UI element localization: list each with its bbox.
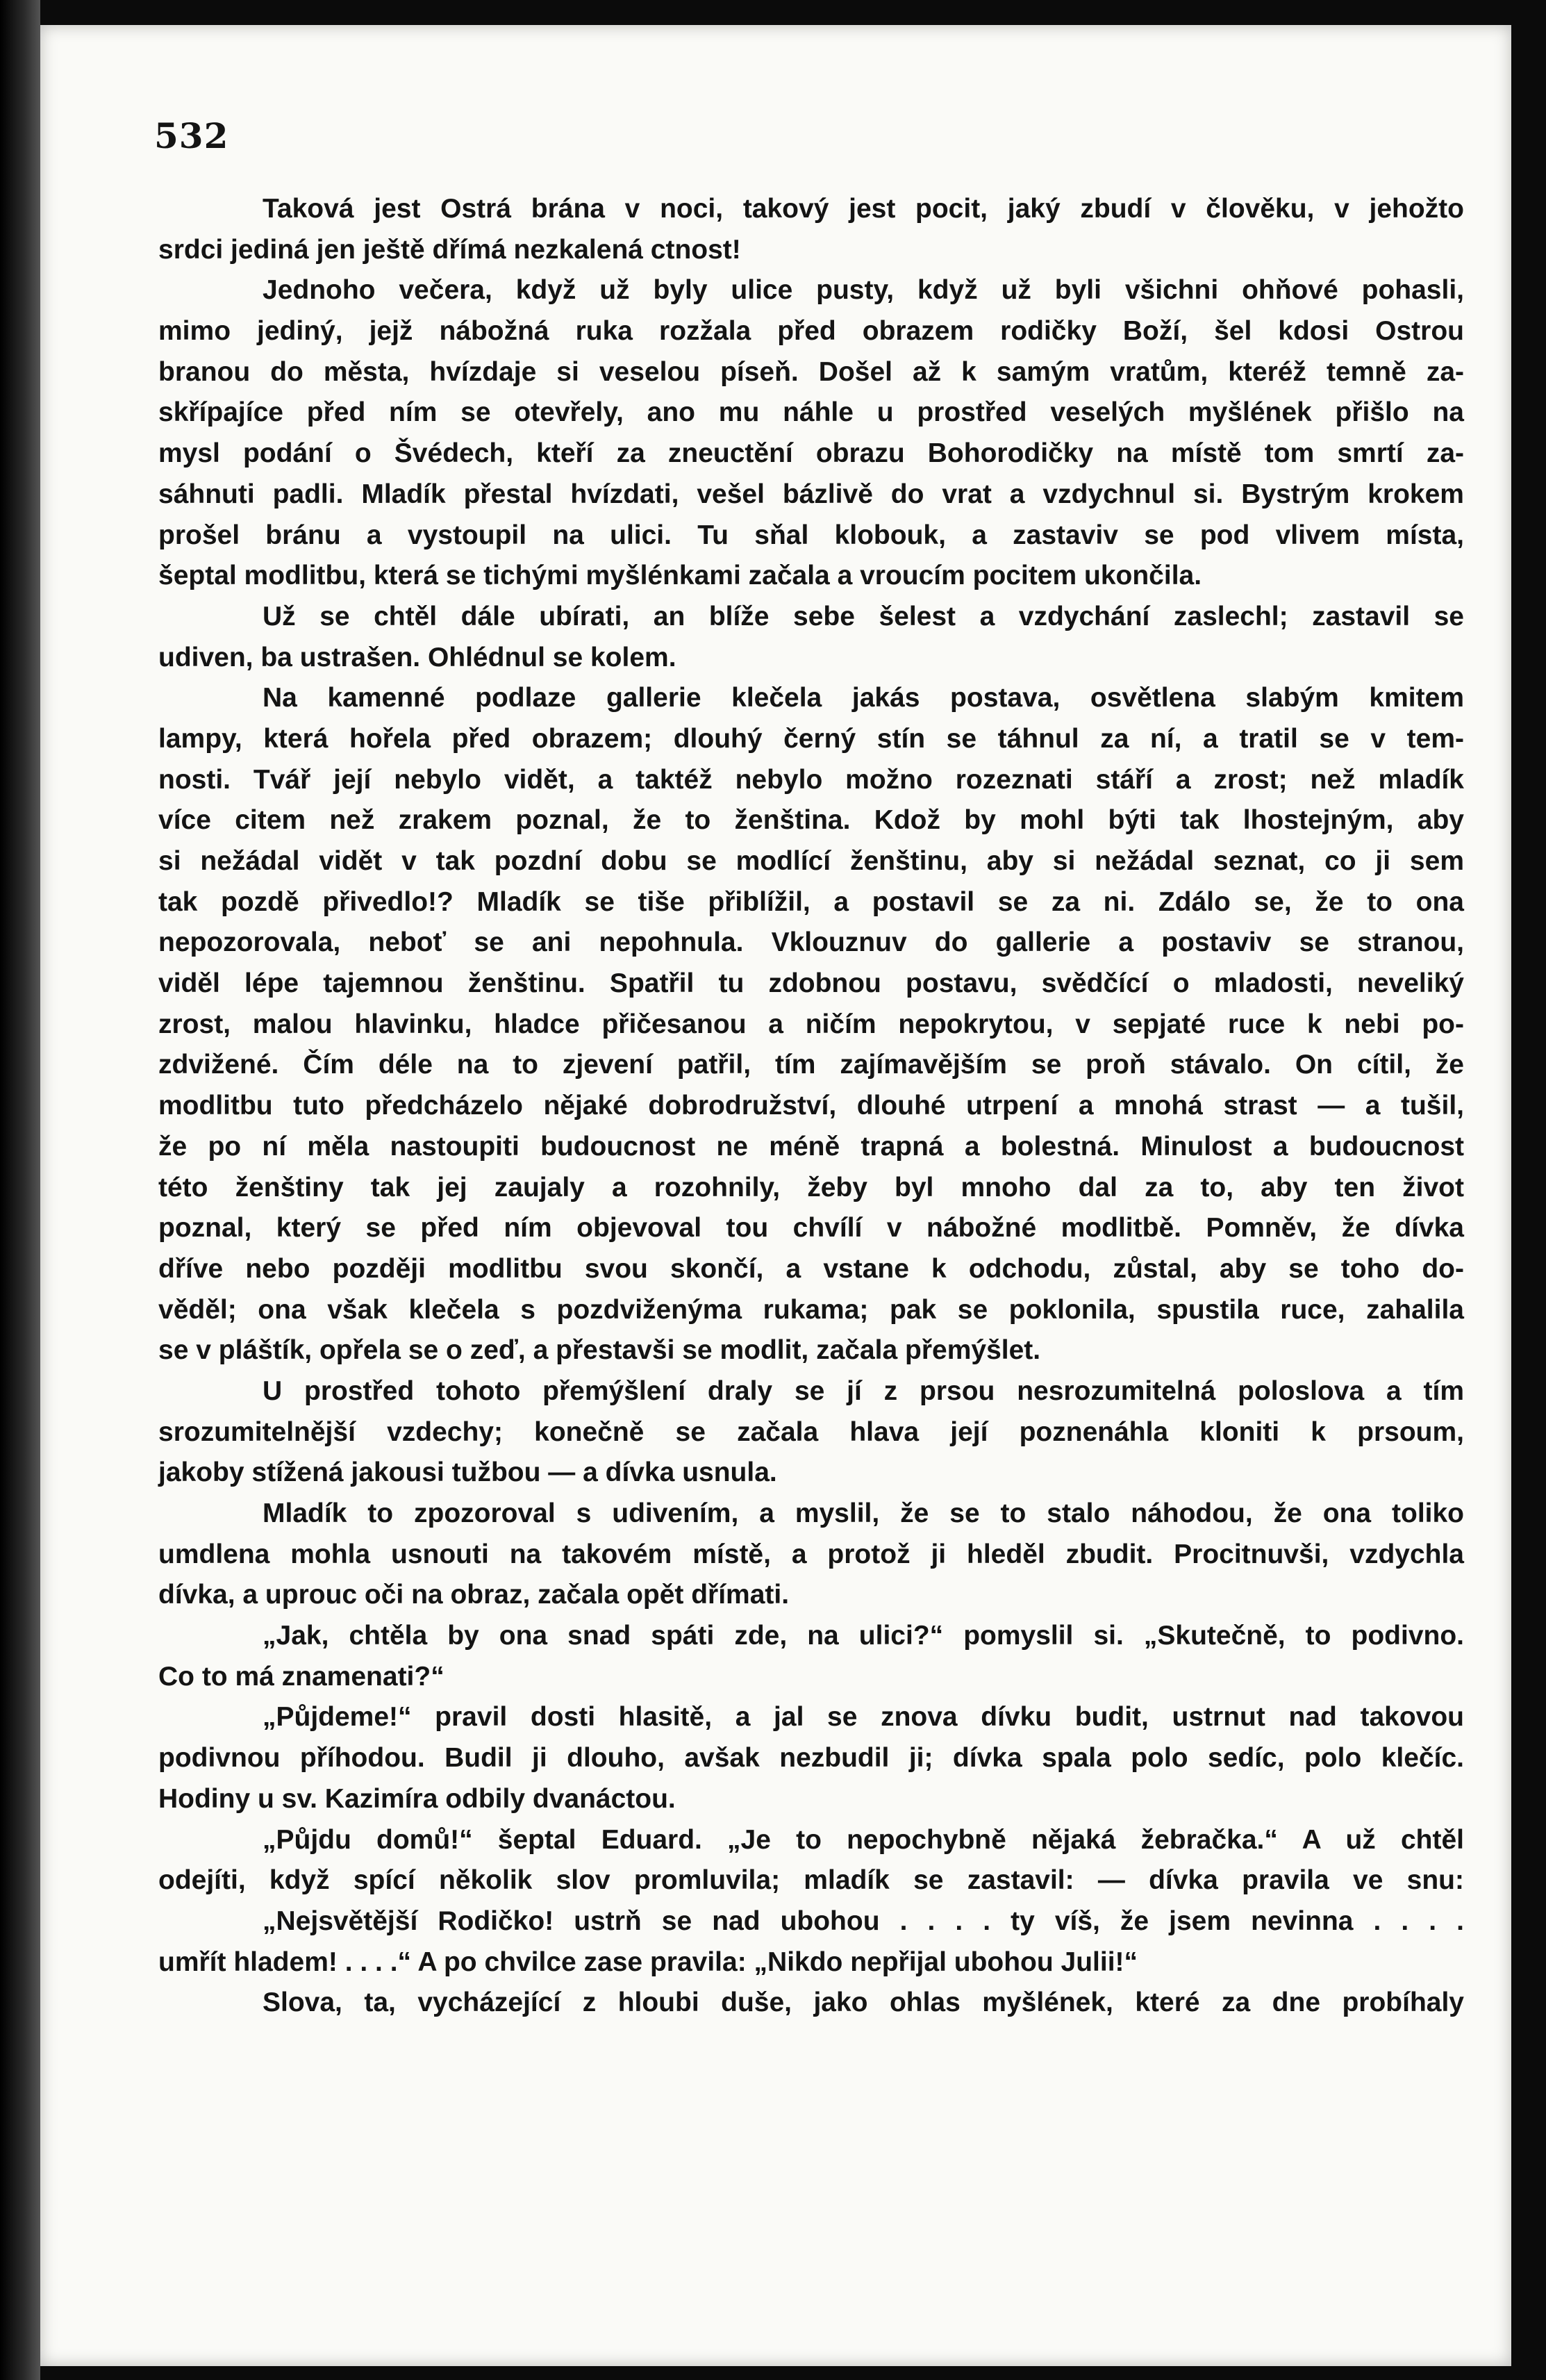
text-line: „Nejsvětější Rodičko! ustrň se nad ubohou . . . . ty víš, že jsem nevinna . . . .	[263, 1906, 1464, 1936]
text-line: šeptal modlitbu, která se tichými myšlénkami začala a vroucím pocitem ukončila.	[158, 561, 1202, 591]
text-line: Slova, ta, vycházející z hloubi duše, jako ohlas myšlének, které za dne probíhaly	[263, 1988, 1464, 2018]
text-line: sáhnuti padli. Mladík přestal hvízdati, vešel bázlivě do vrat a vzdychnul si. Bystrým krokem	[158, 479, 1464, 509]
text-line: skřípajíce před ním se otevřely, ano mu náhle u prostřed veselých myšlének přišlo na	[158, 397, 1464, 428]
text-line: „Jak, chtěla by ona snad spáti zde, na ulici?“ pomyslil si. „Skutečně, to podivno.	[263, 1621, 1464, 1651]
text-line: dříve nebo později modlitbu svou skončí, a vstane k odchodu, zůstal, aby se toho do-	[158, 1253, 1464, 1284]
text-line: udiven, ba ustrašen. Ohlédnul se kolem.	[158, 642, 676, 672]
body-text	[158, 189, 1464, 2024]
text-line: této ženštiny tak jej zaujaly a rozohnily, žeby byl mnoho dal za to, aby ten život	[158, 1172, 1464, 1203]
text-line: odejíti, když spící několik slov promluvila; mladík se zastavil: — dívka pravila ve snu:	[158, 1865, 1464, 1896]
text-line: mysl podání o Švédech, kteří za zneuctění obrazu Bohorodičky na místě tom smrtí za-	[158, 438, 1464, 469]
text-line: Na kamenné podlaze gallerie klečela jakás postava, osvětlena slabým kmitem	[263, 683, 1464, 713]
text-line: poznal, který se před ním objevoval tou chvílí v nábožné modlitbě. Pomněv, že dívka	[158, 1213, 1464, 1243]
text-line: zdvižené. Čím déle na to zjevení patřil, tím zajímavějším se proň stávalo. On cítil, že	[158, 1050, 1464, 1080]
text-line: „Půjdeme!“ pravil dosti hlasitě, a jal se znova dívku budit, ustrnut nad takovou	[263, 1702, 1464, 1733]
text-line: umdlena mohla usnouti na takovém místě, a protož ji hleděl zbudit. Procitnuvši, vzdychla	[158, 1539, 1464, 1569]
text-line: Hodiny u sv. Kazimíra odbily dvanáctou.	[158, 1783, 676, 1814]
text-line: nepozorovala, neboť se ani nepohnula. Vklouznuv do gallerie a postaviv se stranou,	[158, 927, 1464, 958]
text-line: věděl; ona však klečela s pozdviženýma rukama; pak se poklonila, spustila ruce, zahalila	[158, 1294, 1464, 1325]
text-line: modlitbu tuto předcházelo nějaké dobrodružství, dlouhé utrpení a mnohá strast — a tušil,	[158, 1091, 1464, 1121]
text-line: více citem než zrakem poznal, že to ženština. Kdož by mohl býti tak lhostejným, aby	[158, 805, 1464, 836]
text-line: Taková jest Ostrá brána v noci, takový jest pocit, jaký zbudí v člověku, v jehožto	[263, 194, 1464, 224]
book-spine-shadow	[0, 0, 40, 2380]
text-line: Jednoho večera, když už byly ulice pusty, když už byli všichni ohňové pohasli,	[263, 275, 1464, 306]
text-line: že po ní měla nastoupiti budoucnost ne méně trapná a bolestná. Minulost a budoucnost	[158, 1131, 1464, 1162]
text-line: mimo jediný, jejž nábožná ruka rozžala před obrazem rodičky Boží, šel kdosi Ostrou	[158, 316, 1464, 347]
page-number: 532	[154, 115, 229, 156]
text-line: lampy, která hořela před obrazem; dlouhý černý stín se táhnul za ní, a tratil se v tem-	[158, 723, 1464, 754]
text-line: tak pozdě přivedlo!? Mladík se tiše přiblížil, a postavil se za ni. Zdálo se, že to ona	[158, 886, 1464, 917]
text-line: umřít hladem! . . . .“ A po chvilce zase pravila: „Nikdo nepřijal ubohou Julii!“	[158, 1947, 1138, 1977]
text-line: nosti. Tvář její nebylo vidět, a taktéž nebylo možno rozeznati stáří a zrost; než mladík	[158, 764, 1464, 795]
text-line: branou do města, hvízdaje si veselou píseň. Došel až k samým vratům, kteréž temně za-	[158, 356, 1464, 387]
text-line: Mladík to zpozoroval s udivením, a myslil, že se to stalo náhodou, že ona toliko	[263, 1498, 1464, 1528]
text-line: Co to má znamenati?“	[158, 1661, 444, 1692]
text-line: jakoby stížená jakousi tužbou — a dívka usnula.	[158, 1457, 777, 1488]
text-line: prošel bránu a vystoupil na ulici. Tu sňal klobouk, a zastaviv se pod vlivem místa,	[158, 520, 1464, 550]
text-line: „Půjdu domů!“ šeptal Eduard. „Je to nepochybně nějaká žebračka.“ A už chtěl	[263, 1824, 1464, 1855]
text-line: si nežádal vidět v tak pozdní dobu se modlící ženštinu, aby si nežádal seznat, co ji sem	[158, 846, 1464, 876]
text-line: U prostřed tohoto přemýšlení draly se jí z prsou nesrozumitelná poloslova a tím	[263, 1375, 1464, 1406]
text-line: srozumitelnější vzdechy; konečně se začala hlava její poznenáhla kloniti k prsoum,	[158, 1416, 1464, 1447]
text-line: podivnou příhodou. Budil ji dlouho, avšak nezbudil ji; dívka spala polo sedíc, polo klečíc.	[158, 1743, 1464, 1774]
text-line: zrost, malou hlavinku, hladce přičesanou a ničím nepokrytou, v sepjaté ruce k nebi po-	[158, 1009, 1464, 1039]
text-line: se v pláštík, opřela se o zeď, a přestavši se modlit, začala přemýšlet.	[158, 1335, 1041, 1366]
text-line: viděl lépe tajemnou ženštinu. Spatřil tu zdobnou postavu, svědčící o mladosti, neveliký	[158, 968, 1464, 999]
text-line: dívka, a uprouc oči na obraz, začala opět dřímati.	[158, 1580, 790, 1610]
text-line: srdci jediná jen ještě dřímá nezkalená ctnost!	[158, 234, 741, 265]
text-line: Už se chtěl dále ubírati, an blíže sebe šelest a vzdychání zaslechl; zastavil se	[263, 601, 1464, 631]
